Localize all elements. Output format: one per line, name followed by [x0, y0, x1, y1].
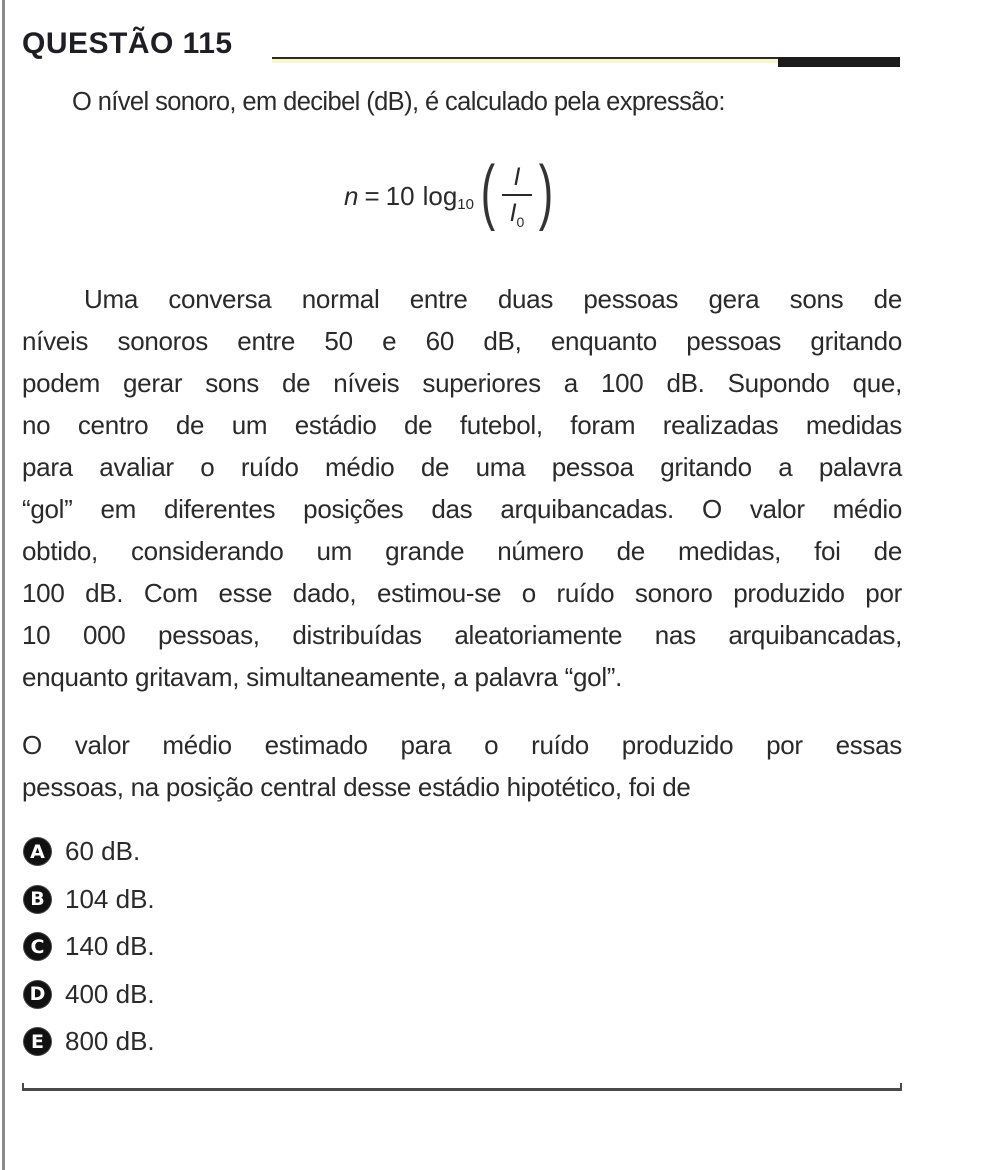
option-d[interactable]	[24, 971, 155, 1019]
question-prompt	[22, 724, 902, 808]
option-letter-badge: B	[24, 886, 51, 913]
formula-equals: =	[364, 180, 380, 211]
option-b[interactable]	[24, 876, 155, 924]
option-text: 60 dB.	[65, 836, 141, 867]
answer-options	[24, 828, 155, 1066]
formula-lhs: n	[344, 180, 359, 211]
fraction-bar	[502, 194, 532, 196]
body-line: para avaliar o ruído médio de uma pessoa gritando a palavra	[22, 452, 902, 482]
formula-close-paren: )	[538, 152, 554, 232]
option-c[interactable]	[24, 923, 155, 971]
body-line: 10 000 pessoas, distribuídas aleatoriamente nas arquibancadas,	[22, 620, 902, 650]
option-e[interactable]	[24, 1018, 155, 1066]
option-letter-badge: C	[24, 933, 51, 960]
header-rule-highlight	[272, 59, 780, 63]
body-line: Uma conversa normal entre duas pessoas gera sons de	[84, 284, 902, 314]
option-letter-badge: E	[24, 1028, 51, 1055]
option-a[interactable]	[24, 828, 155, 876]
formula-open-paren: (	[480, 152, 496, 232]
body-line: enquanto gritavam, simultaneamente, a palavra “gol”.	[22, 662, 623, 692]
option-letter-badge: D	[24, 981, 51, 1008]
question-number: QUESTÃO 115	[22, 27, 233, 60]
option-text: 140 dB.	[65, 931, 155, 962]
question-header	[22, 24, 902, 64]
prompt-line: O valor médio estimado para o ruído produzido por essas	[22, 730, 902, 760]
body-line: obtido, considerando um grande número de medidas, foi de	[22, 536, 902, 566]
option-text: 400 dB.	[65, 978, 155, 1009]
question-intro: O nível sonoro, em decibel (dB), é calculado pela expressão:	[72, 88, 725, 116]
header-rule-bar	[778, 57, 900, 67]
decibel-formula	[344, 148, 558, 244]
formula-fraction	[502, 162, 532, 231]
page-left-border	[2, 0, 5, 1170]
option-text: 104 dB.	[65, 883, 155, 914]
formula-log-base: 10	[457, 195, 474, 213]
formula-denominator-var: I	[509, 198, 517, 227]
body-line: no centro de um estádio de futebol, foram realizadas medidas	[22, 410, 902, 440]
body-line: níveis sonoros entre 50 e 60 dB, enquanto pessoas gritando	[22, 326, 902, 356]
formula-coefficient: 10	[385, 180, 415, 211]
question-body	[22, 278, 902, 698]
formula-denominator-subscript: 0	[516, 213, 525, 230]
formula-denominator	[510, 198, 525, 231]
question-footer-rule	[22, 1083, 902, 1091]
formula-log: log	[422, 180, 458, 211]
option-text: 800 dB.	[65, 1026, 155, 1057]
option-letter-badge: A	[24, 838, 51, 865]
prompt-line: pessoas, na posição central desse estádio hipotético, foi de	[22, 772, 691, 802]
body-line: “gol” em diferentes posições das arquibancadas. O valor médio	[22, 494, 902, 524]
formula-numerator: I	[513, 162, 521, 191]
body-line: podem gerar sons de níveis superiores a 100 dB. Supondo que,	[22, 368, 902, 398]
body-line: 100 dB. Com esse dado, estimou-se o ruído sonoro produzido por	[22, 578, 902, 608]
